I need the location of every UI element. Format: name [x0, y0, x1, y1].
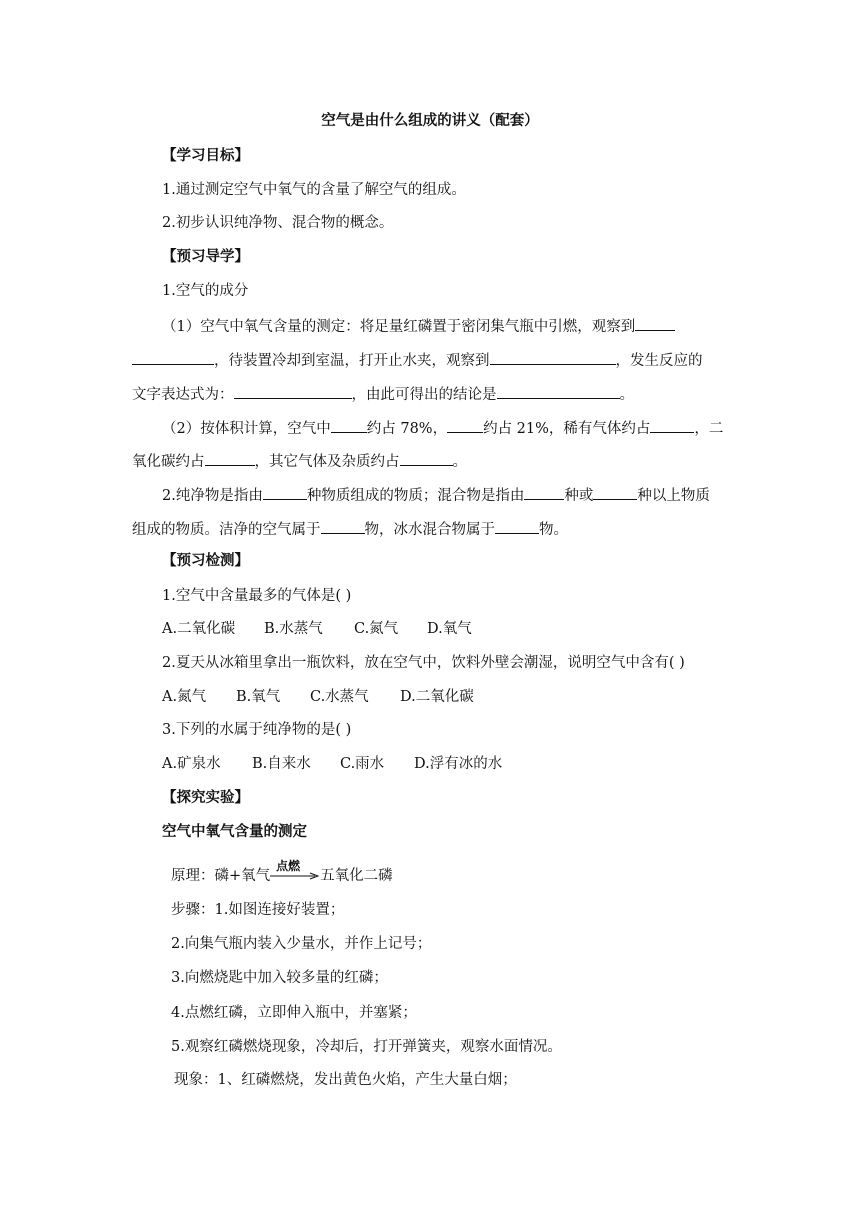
reactants: 原理：磷+氧气	[171, 868, 271, 884]
blank	[593, 484, 637, 500]
section-header-objectives: 【学习目标】	[162, 148, 249, 164]
blank	[447, 417, 483, 433]
option: C.雨水	[340, 756, 385, 772]
text-span: 约占 21%，稀有气体约占	[483, 421, 651, 437]
paragraph-line	[132, 518, 568, 540]
blank	[400, 450, 453, 466]
blank	[331, 417, 367, 433]
option: B.自来水	[252, 756, 311, 772]
option: B.水蒸气	[264, 621, 323, 637]
option: D.二氧化碳	[400, 689, 474, 705]
text-span: 种物质组成的物质；混合物是指由	[306, 488, 525, 504]
text-span: ，发生反应的	[615, 353, 703, 369]
text-span: 组成的物质。洁净的空气属于	[132, 522, 321, 538]
experiment-step: 3.向燃烧匙中加入较多量的红磷；	[171, 970, 388, 986]
preview-subheading: 1.空气的成分	[162, 283, 249, 299]
blank	[321, 518, 365, 534]
question-options	[162, 754, 502, 774]
objective-item: 2.初步认识纯净物、混合物的概念。	[162, 215, 394, 231]
text-span: 氧化碳约占	[132, 454, 205, 470]
experiment-subtitle: 空气中氧气含量的测定	[162, 824, 307, 840]
blank	[495, 518, 539, 534]
text-span: 文字表达式为：	[132, 387, 234, 403]
blank	[497, 383, 620, 399]
objective-item: 1.通过测定空气中氧气的含量了解空气的组成。	[162, 182, 466, 198]
blank	[524, 484, 564, 500]
text-span: 。	[452, 454, 467, 470]
text-span: 物，冰水混合物属于	[364, 522, 495, 538]
question-stem: 3.下列的水属于纯净物的是( )	[162, 722, 352, 738]
question-stem: 2.夏天从冰箱里拿出一瓶饮料，放在空气中，饮料外壁会潮湿，说明空气中含有( )	[162, 655, 685, 671]
paragraph-line	[162, 484, 710, 506]
text-span: 。	[619, 387, 634, 403]
experiment-step: 4.点燃红磷，立即伸入瓶中，并塞紧；	[171, 1005, 417, 1021]
experiment-step: 2.向集气瓶内装入少量水，并作上记号；	[171, 936, 432, 952]
blank	[205, 450, 255, 466]
option: D.氧气	[427, 621, 472, 637]
option: B.氧气	[236, 689, 281, 705]
section-header-preview: 【预习导学】	[162, 249, 249, 265]
option: A.矿泉水	[162, 756, 221, 772]
paragraph-line	[162, 417, 723, 439]
blank	[263, 484, 307, 500]
product: 五氧化二磷	[320, 868, 393, 884]
paragraph-line	[132, 383, 634, 405]
experiment-phenomenon: 现象：1、红磷燃烧，发出黄色火焰，产生大量白烟；	[174, 1072, 517, 1088]
experiment-step: 步骤：1.如图连接好装置；	[171, 902, 345, 918]
question-stem: 1.空气中含量最多的气体是( )	[162, 588, 352, 604]
text-span: 约占 78%，	[366, 421, 448, 437]
question-options	[162, 687, 474, 707]
section-header-check: 【预习检测】	[162, 553, 249, 569]
text-span: 物。	[539, 522, 568, 538]
page-title: 空气是由什么组成的讲义（配套）	[321, 113, 539, 129]
paragraph-line	[162, 315, 675, 337]
blank	[132, 349, 214, 365]
option: A.二氧化碳	[162, 621, 236, 637]
blank	[490, 349, 616, 365]
text-span: （1）空气中氧气含量的测定：将足量红磷置于密闭集气瓶中引燃，观察到	[162, 319, 636, 335]
blank	[650, 417, 694, 433]
text-span: （2）按体积计算，空气中	[162, 421, 331, 437]
text-span: ，二	[694, 421, 724, 437]
blank	[635, 315, 675, 331]
text-span: ，其它气体及杂质约占	[254, 454, 400, 470]
question-options	[162, 619, 472, 639]
text-span: ，待装置冷却到室温，打开止水夹，观察到	[214, 353, 490, 369]
section-header-experiment: 【探究实验】	[162, 790, 249, 806]
option: D.浮有冰的水	[414, 756, 503, 772]
option: C.氮气	[354, 621, 399, 637]
paragraph-line	[132, 349, 703, 371]
text-span: 2.纯净物是指由	[162, 488, 263, 504]
reaction-condition: 点燃	[276, 859, 301, 873]
experiment-step: 5.观察红磷燃烧现象，冷却后，打开弹簧夹，观察水面情况。	[171, 1039, 562, 1055]
reaction-arrow-icon	[270, 859, 320, 886]
blank	[234, 383, 352, 399]
option: A.氮气	[162, 689, 207, 705]
text-span: 种或	[564, 488, 594, 504]
reaction-equation	[171, 859, 393, 886]
text-span: ，由此可得出的结论是	[351, 387, 497, 403]
text-span: 种以上物质	[637, 488, 710, 504]
option: C.水蒸气	[310, 689, 369, 705]
paragraph-line	[132, 450, 467, 472]
